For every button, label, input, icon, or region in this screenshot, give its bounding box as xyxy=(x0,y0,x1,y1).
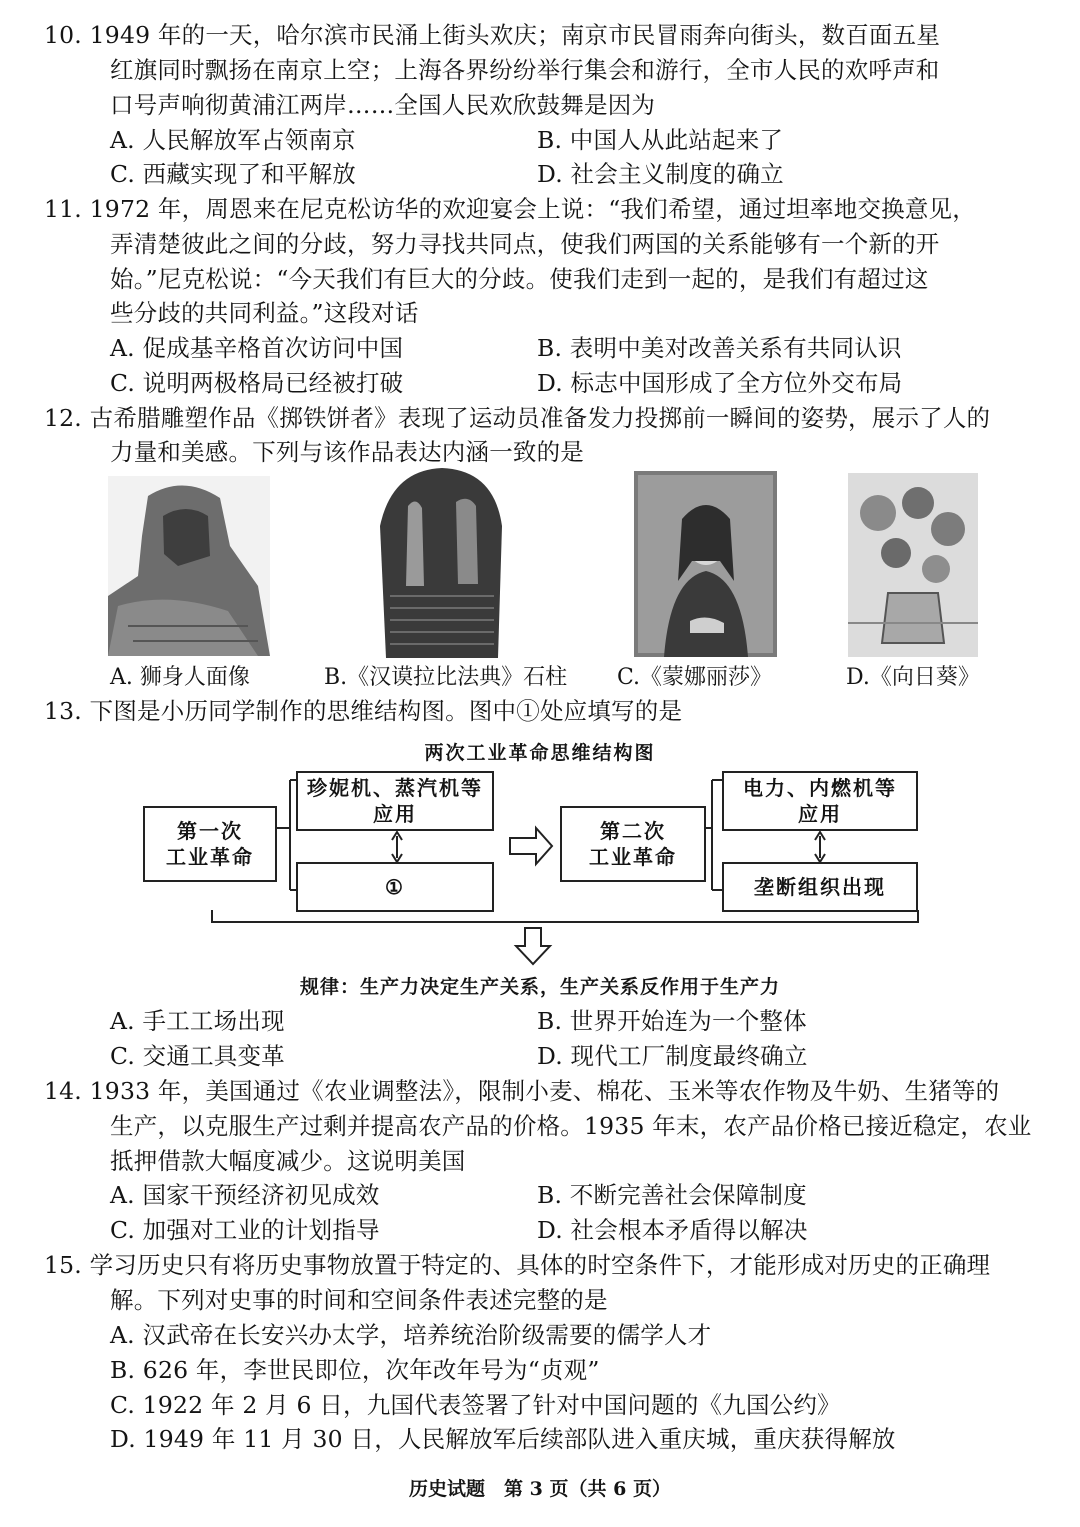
q10-stem-line2: 红旗同时飘扬在南京上空；上海各界纷纷举行集会和游行，全市人民的欢呼声和 xyxy=(110,56,940,84)
diagram-rule: 规律：生产力决定生产关系，生产关系反作用于生产力 xyxy=(299,976,780,998)
second-top-box xyxy=(722,771,918,831)
q10-stem-line1: 10. 1949 年的一天，哈尔滨市民涌上街头欢庆；南京市民冒雨奔向街头，数百面五星 xyxy=(44,21,941,49)
q14-option-d: D. 社会根本矛盾得以解决 xyxy=(537,1216,808,1244)
first-top-box xyxy=(296,771,494,831)
second-revolution-label: 第二次 工业革命 xyxy=(589,819,677,869)
q10-option-a: A. 人民解放军占领南京 xyxy=(110,126,356,154)
first-top-label: 珍妮机、蒸汽机等 应用 xyxy=(307,776,483,826)
q11-stem-line4: 些分歧的共同利益。”这段对话 xyxy=(110,299,419,327)
q11-stem-line1: 11. 1972 年，周恩来在尼克松访华的欢迎宴会上说：“我们希望，通过坦率地交换意见， xyxy=(44,195,976,223)
second-bottom-label: 垄断组织出现 xyxy=(754,875,886,899)
q11-option-b: B. 表明中美对改善关系有共同认识 xyxy=(537,334,902,362)
q12-stem-line2: 力量和美感。下列与该作品表达内涵一致的是 xyxy=(110,438,584,466)
q14-stem-line1: 14. 1933 年，美国通过《农业调整法》，限制小麦、棉花、玉米等农作物及牛奶、生猪等的 xyxy=(44,1077,1000,1105)
q15-option-c: C. 1922 年 2 月 6 日，九国代表签署了针对中国问题的《九国公约》 xyxy=(110,1391,841,1419)
q11-option-d: D. 标志中国形成了全方位外交布局 xyxy=(537,369,903,397)
q11-option-c: C. 说明两极格局已经被打破 xyxy=(110,369,404,397)
hammurabi-stele-image xyxy=(372,466,510,658)
q14-stem-line3: 抵押借款大幅度减少。这说明美国 xyxy=(110,1147,466,1175)
q12-option-b: B.《汉谟拉比法典》石柱 xyxy=(324,665,568,690)
mona-lisa-image xyxy=(634,471,777,657)
q12-option-c: C.《蒙娜丽莎》 xyxy=(617,665,773,690)
q13-stem-line1: 13. 下图是小历同学制作的思维结构图。图中①处应填写的是 xyxy=(44,697,683,725)
q11-stem-line2: 弄清楚彼此之间的分歧，努力寻找共同点，使我们两国的关系能够有一个新的开 xyxy=(110,230,940,258)
blank-one-box xyxy=(296,862,494,912)
q10-option-c: C. 西藏实现了和平解放 xyxy=(110,160,356,188)
sunflowers-image xyxy=(848,473,978,657)
q14-option-c: C. 加强对工业的计划指导 xyxy=(110,1216,380,1244)
q10-option-b: B. 中国人从此站起来了 xyxy=(537,126,784,154)
first-industrial-revolution-box xyxy=(143,806,277,882)
first-revolution-label: 第一次 工业革命 xyxy=(166,819,254,869)
page-footer: 历史试题 第 3 页（共 6 页） xyxy=(409,1478,671,1500)
second-industrial-revolution-box xyxy=(560,806,706,882)
diagram-title: 两次工业革命思维结构图 xyxy=(424,742,656,764)
q11-stem-line3: 始。”尼克松说：“今天我们有巨大的分歧。使我们走到一起的，是我们有超过这 xyxy=(110,265,929,293)
q12-stem-line1: 12. 古希腊雕塑作品《掷铁饼者》表现了运动员准备发力投掷前一瞬间的姿势，展示了人的 xyxy=(44,404,991,432)
second-bottom-box xyxy=(722,862,918,912)
q12-option-d: D.《向日葵》 xyxy=(846,665,980,690)
blank-one-label: ① xyxy=(385,875,405,899)
q12-option-a: A. 狮身人面像 xyxy=(110,665,250,690)
q10-option-d: D. 社会主义制度的确立 xyxy=(537,160,784,188)
q11-option-a: A. 促成基辛格首次访问中国 xyxy=(110,334,404,362)
q15-option-d: D. 1949 年 11 月 30 日，人民解放军后续部队进入重庆城，重庆获得解放 xyxy=(110,1425,896,1453)
q10-stem-line3: 口号声响彻黄浦江两岸……全国人民欢欣鼓舞是因为 xyxy=(110,91,656,119)
q15-stem-line1: 15. 学习历史只有将历史事物放置于特定的、具体的时空条件下，才能形成对历史的正确理 xyxy=(44,1251,991,1279)
q15-stem-line2: 解。下列对史事的时间和空间条件表述完整的是 xyxy=(110,1286,608,1314)
second-top-label: 电力、内燃机等 应用 xyxy=(743,776,897,826)
q15-option-a: A. 汉武帝在长安兴办太学，培养统治阶级需要的儒学人才 xyxy=(110,1321,712,1349)
q15-option-b: B. 626 年，李世民即位，次年改年号为“贞观” xyxy=(110,1356,600,1384)
q14-stem-line2: 生产，以克服生产过剩并提高农产品的价格。1935 年末，农产品价格已接近稳定，农业 xyxy=(110,1112,1032,1140)
q13-option-d: D. 现代工厂制度最终确立 xyxy=(537,1042,808,1070)
q13-option-b: B. 世界开始连为一个整体 xyxy=(537,1007,807,1035)
q14-option-a: A. 国家干预经济初见成效 xyxy=(110,1181,380,1209)
q13-option-c: C. 交通工具变革 xyxy=(110,1042,285,1070)
q14-option-b: B. 不断完善社会保障制度 xyxy=(537,1181,807,1209)
sphinx-image xyxy=(108,476,270,656)
q13-option-a: A. 手工工场出现 xyxy=(110,1007,285,1035)
